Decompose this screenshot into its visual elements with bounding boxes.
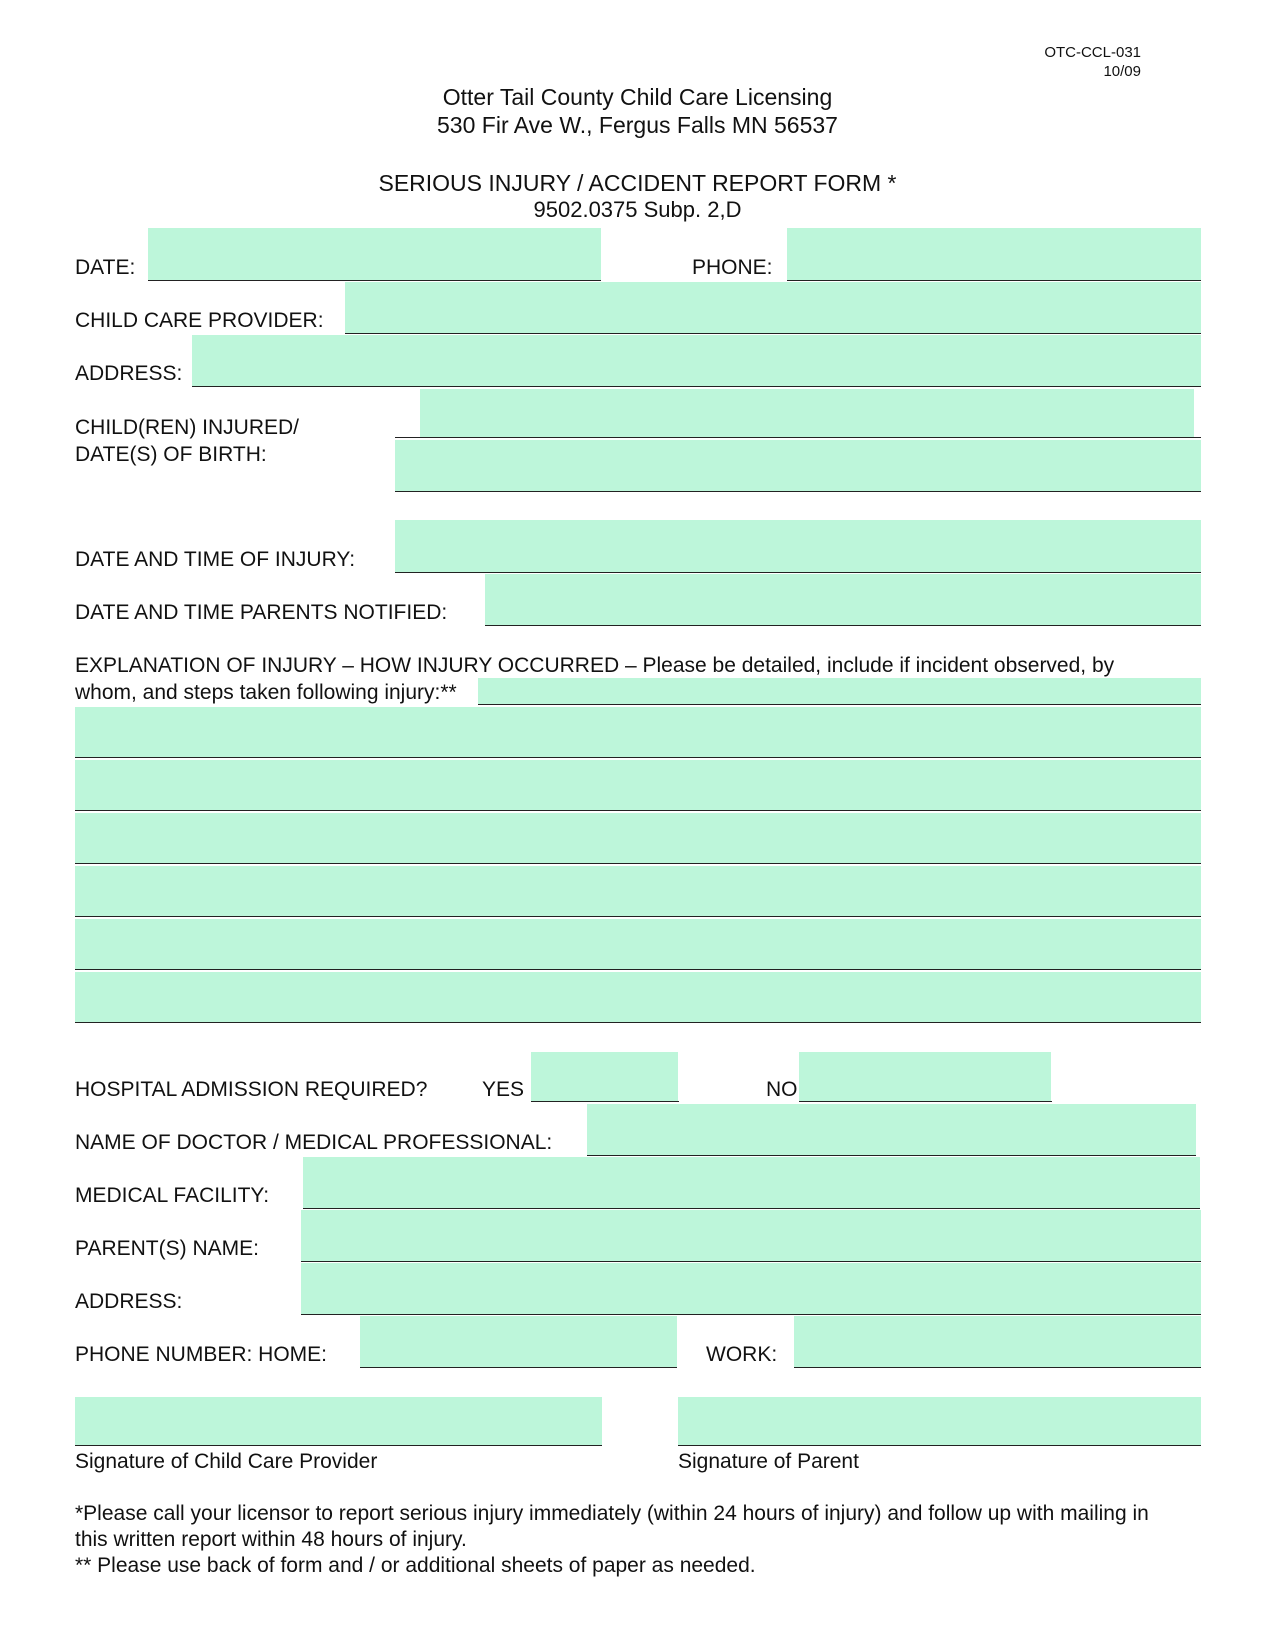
- provider-signature-label: Signature of Child Care Provider: [75, 1450, 378, 1473]
- work-phone-field[interactable]: [794, 1316, 1201, 1368]
- explanation-caps: EXPLANATION OF INJURY – HOW INJURY OCCURRED –: [75, 654, 643, 677]
- explanation-field-1[interactable]: [75, 707, 1201, 758]
- provider-field[interactable]: [345, 282, 1201, 334]
- provider-signature-field[interactable]: [75, 1397, 602, 1446]
- doctor-label: NAME OF DOCTOR / MEDICAL PROFESSIONAL:: [75, 1131, 553, 1154]
- parent-address-label: ADDRESS:: [75, 1290, 183, 1313]
- no-label: NO: [766, 1078, 798, 1101]
- date-label: DATE:: [75, 256, 136, 279]
- facility-label: MEDICAL FACILITY:: [75, 1184, 270, 1207]
- page-subtitle: 9502.0375 Subp. 2,D: [533, 197, 742, 222]
- yes-field-fill: [531, 1052, 678, 1102]
- address-field[interactable]: [192, 335, 1201, 387]
- no-field[interactable]: [799, 1101, 1052, 1102]
- parent-signature-field[interactable]: [678, 1397, 1201, 1446]
- children-label-line1: CHILD(REN) INJURED/: [75, 416, 300, 439]
- parent-signature-label: Signature of Parent: [678, 1450, 859, 1473]
- explanation-field-6[interactable]: [75, 972, 1201, 1023]
- form-date: 10/09: [1103, 63, 1141, 80]
- explanation-field-3[interactable]: [75, 813, 1201, 864]
- provider-label: CHILD CARE PROVIDER:: [75, 309, 324, 332]
- explanation-label-line2: whom, and steps taken following injury:**: [75, 681, 457, 704]
- children-field-1[interactable]: [395, 437, 1201, 438]
- injury-time-field[interactable]: [395, 520, 1201, 573]
- parent-address-field[interactable]: [301, 1263, 1201, 1315]
- injury-time-label: DATE AND TIME OF INJURY:: [75, 548, 356, 571]
- hospital-label: HOSPITAL ADMISSION REQUIRED?: [75, 1078, 428, 1101]
- address-label: ADDRESS:: [75, 362, 183, 385]
- no-field-fill: [799, 1052, 1051, 1102]
- parents-notified-field[interactable]: [485, 574, 1201, 626]
- children-label-line2: DATE(S) OF BIRTH:: [75, 443, 267, 466]
- org-address: 530 Fir Ave W., Fergus Falls MN 56537: [437, 112, 838, 138]
- date-field[interactable]: [148, 228, 601, 281]
- explanation-label-line1: [75, 654, 1114, 678]
- yes-label: YES: [482, 1078, 525, 1101]
- yes-field[interactable]: [531, 1101, 679, 1102]
- explanation-field-0[interactable]: [478, 678, 1201, 705]
- org-name: Otter Tail County Child Care Licensing: [442, 84, 833, 110]
- doctor-field[interactable]: [587, 1104, 1196, 1156]
- footnote-line1: *Please call your licensor to report serious injury immediately (within 24 hours of injury) and follow up with mailing in: [75, 1502, 1149, 1525]
- explanation-field-2[interactable]: [75, 760, 1201, 811]
- children-field-1-fill: [420, 389, 1194, 438]
- explanation-field-5[interactable]: [75, 919, 1201, 970]
- explanation-detail: Please be detailed, include if incident observed, by: [642, 654, 1115, 677]
- parents-name-field[interactable]: [301, 1210, 1201, 1262]
- footnote-line2: this written report within 48 hours of injury.: [75, 1528, 467, 1551]
- facility-field[interactable]: [303, 1157, 1200, 1209]
- explanation-field-4[interactable]: [75, 866, 1201, 917]
- home-phone-field[interactable]: [360, 1316, 677, 1368]
- footnote-line3: ** Please use back of form and / or additional sheets of paper as needed.: [75, 1554, 756, 1577]
- phone-label: PHONE:: [692, 256, 773, 279]
- parents-name-label: PARENT(S) NAME:: [75, 1237, 259, 1260]
- parents-notified-label: DATE AND TIME PARENTS NOTIFIED:: [75, 601, 448, 624]
- phone-field[interactable]: [787, 228, 1201, 281]
- work-phone-label: WORK:: [706, 1343, 778, 1366]
- page-title: SERIOUS INJURY / ACCIDENT REPORT FORM *: [378, 170, 897, 196]
- form-code: OTC-CCL-031: [1044, 44, 1141, 61]
- home-phone-label: PHONE NUMBER: HOME:: [75, 1343, 328, 1366]
- children-field-2[interactable]: [395, 440, 1201, 492]
